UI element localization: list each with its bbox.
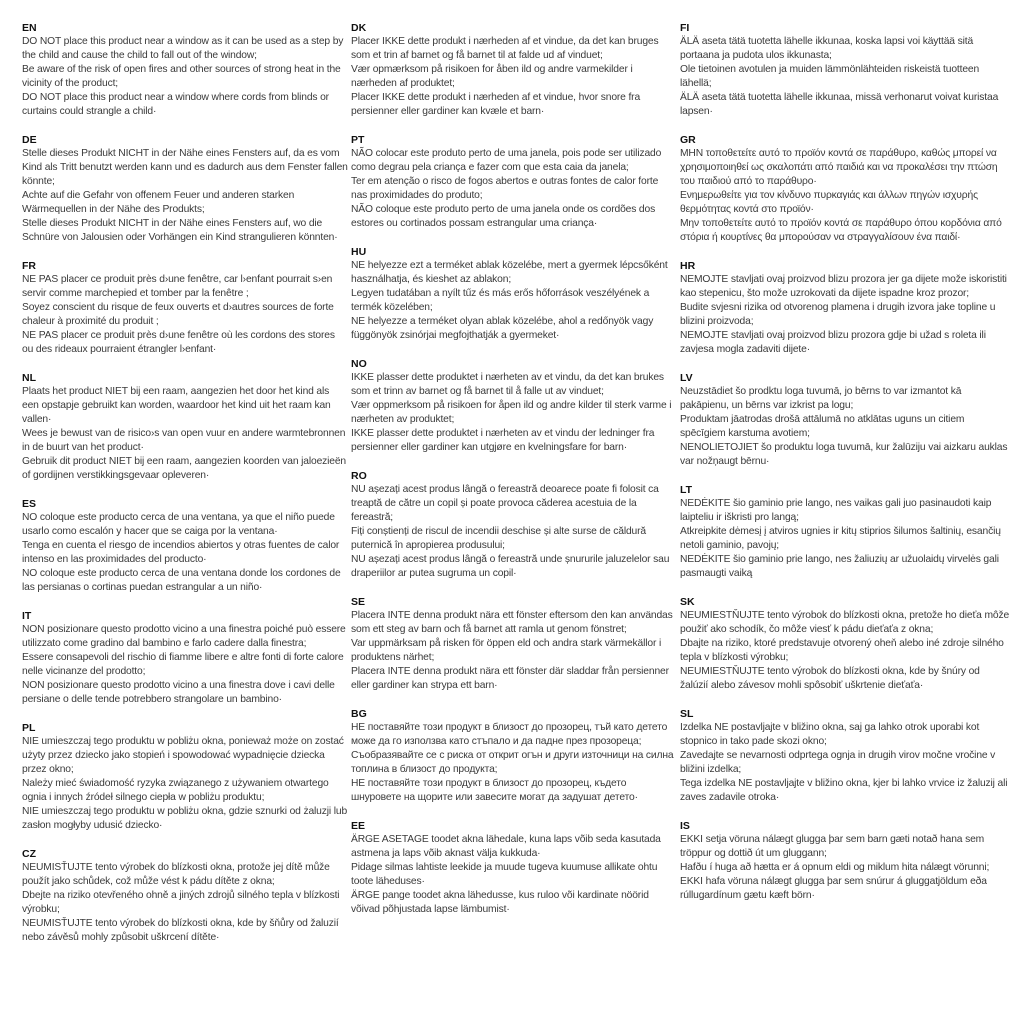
warning-section-pl xyxy=(22,721,348,833)
column-2 xyxy=(351,21,677,931)
warning-section-nl xyxy=(22,371,348,483)
warning-text: Budite svjesni rizika od otvorenog plamena i drugih izvora jake topline u blizini proizvoda; xyxy=(680,302,996,327)
warning-section-sl xyxy=(680,707,1010,805)
language-code: EN xyxy=(22,22,37,34)
warning-section-ee xyxy=(351,819,677,917)
warning-text: Dbajte na riziko, ktoré predstavuje otvorený oheň alebo iné zdroje silného tepla v blízkosti výrobku; xyxy=(680,638,1004,663)
warning-section-fr xyxy=(22,259,348,357)
warning-section-pt xyxy=(351,133,677,231)
language-code: NO xyxy=(351,358,367,370)
warning-text: Placera INTE denna produkt nära ett fönster eftersom den kan användas som ett steg av barn och få barnet att ramla ut genom fönstret; xyxy=(351,610,673,635)
column-1 xyxy=(22,21,348,959)
warning-text: NE PAS placer ce produit près d›une fenêtre, car l›enfant pourrait s›en servir comme marchepied et tomber par la fenêtre ; xyxy=(22,274,333,299)
warning-section-cz xyxy=(22,847,348,945)
warning-text: Zavedajte se nevarnosti odprtega ognja in drugih virov močne vročine v bližini izdelka; xyxy=(680,750,996,775)
warning-section-es xyxy=(22,497,348,595)
warning-text: Pidage silmas lahtiste leekide ja muude tugeva kuumuse allikate ohtu toote läheduses· xyxy=(351,862,658,887)
warning-text: Dbejte na riziko otevřeného ohně a jiných zdrojů silného tepla v blízkosti výrobku; xyxy=(22,890,340,915)
warning-section-fi xyxy=(680,21,1010,119)
warning-text: Vær opmærksom på risikoen for åben ild og andre varmekilder i nærheden af produktet; xyxy=(351,64,633,89)
warning-text: NENOLIETOJIET šo produktu loga tuvumā, kur žalūziju vai aizkaru auklas var nožņaugt bērnu· xyxy=(680,442,1008,467)
language-code: ES xyxy=(22,498,37,510)
warning-text: Be aware of the risk of open fires and other sources of strong heat in the vicinity of the product; xyxy=(22,64,341,89)
warning-section-it xyxy=(22,609,348,707)
warning-text: Achte auf die Gefahr von offenem Feuer und anderen starken Wärmequellen in der Nähe des Produkts; xyxy=(22,190,295,215)
language-code: LT xyxy=(680,484,693,496)
warning-section-hu xyxy=(351,245,677,343)
warning-section-is xyxy=(680,819,1010,903)
warning-text: NEDĖKITE šio gaminio prie lango, nes žaliuzių ar užuolaidų virvelės gali pasmaugti vaiką xyxy=(680,554,999,579)
warning-text: Soyez conscient du risque de feux ouverts et d›autres sources de forte chaleur à proximité du produit ; xyxy=(22,302,334,327)
warning-text: ÄRGE pange toodet akna lähedusse, kus ruloo või kardinate nöörid võivad põhjustada lapse lämbumist· xyxy=(351,890,649,915)
warning-text: EKKI hafa vöruna nálægt glugga þar sem snúrur á gluggatjöldum eða rúllugardínum gætu kæft börn· xyxy=(680,876,987,901)
language-code: SE xyxy=(351,596,366,608)
warning-section-en xyxy=(22,21,348,119)
warning-text: NIE umieszczaj tego produktu w pobliżu okna, gdzie sznurki od żaluzji lub zasłon mogłyby udusić dziecko· xyxy=(22,806,348,831)
warning-text: Съобразявайте се с риска от открит огън и други източници на силна топлина в близост до продукта; xyxy=(351,750,674,775)
warning-section-de xyxy=(22,133,348,245)
warning-text: NE helyezze a terméket olyan ablak közelébe, ahol a redőnyök vagy függönyök zsinórjai megfojthatják a gyermeket· xyxy=(351,316,654,341)
warning-text: NEDĖKITE šio gaminio prie lango, nes vaikas gali juo pasinaudoti kaip laipteliu ir iškristi pro langą; xyxy=(680,498,992,523)
warning-text: NIE umieszczaj tego produktu w pobliżu okna, ponieważ może on zostać użyty przez dziecko jako stopień i spowodować wypadnięcie dziecka przez okno; xyxy=(22,736,344,775)
warning-text: ÄLÄ aseta tätä tuotetta lähelle ikkunaa, missä verhonarut voivat kuristaa lapsen· xyxy=(680,92,999,117)
warning-text: NEUMISŤUJTE tento výrobek do blízkosti okna, protože jej dítě může použít jako schůdek, což může vést k pádu dítěte z okna; xyxy=(22,862,330,887)
warning-text: Gebruik dit product NIET bij een raam, aangezien koorden van jaloezieën of gordijnen verstikkingsgevaar opleveren· xyxy=(22,456,347,481)
language-code: CZ xyxy=(22,848,36,860)
language-code: IT xyxy=(22,610,32,622)
warning-text: Placer IKKE dette produkt i nærheden af et vindue, hvor snore fra persienner eller gardiner kan kvæle et barn· xyxy=(351,92,641,117)
language-code: FI xyxy=(680,22,690,34)
warning-text: Ter em atenção o risco de fogos abertos e outras fontes de calor forte nas proximidades do produto; xyxy=(351,176,659,201)
warning-text: ΜΗΝ τοποθετείτε αυτό το προϊόν κοντά σε παράθυρο, καθώς μπορεί να χρησιμοποιηθεί ως σκαλοπάτι από παιδιά και να προκαλέσει την πτώση του παιδιού από το παράθυρο· xyxy=(680,148,998,187)
warning-text: EKKI setja vöruna nálægt glugga þar sem barn gæti notað hana sem tröppur og dottið út um gluggann; xyxy=(680,834,985,859)
warning-text: DO NOT place this product near a window where cords from blinds or curtains could strangle a child· xyxy=(22,92,329,117)
warning-section-lt xyxy=(680,483,1010,581)
warning-section-no xyxy=(351,357,677,455)
warning-text: NON posizionare questo prodotto vicino a una finestra dove i cavi delle persiane o delle tende potrebbero strangolare un bambino· xyxy=(22,680,335,705)
warning-text: NU așezați acest produs lângă o fereastră unde șnururile jaluzelelor sau draperiilor ar putea sugruma un copil· xyxy=(351,554,670,579)
warning-text: Należy mieć świadomość ryzyka związanego z używaniem otwartego ognia i innych źródeł silnego ciepła w pobliżu produktu; xyxy=(22,778,329,803)
warning-text: Μην τοποθετείτε αυτό το προϊόν κοντά σε παράθυρο όπου κορδόνια από στόρια ή κουρτίνες θα μπορούσαν να στραγγαλίσουν ένα παιδί· xyxy=(680,218,1002,243)
warning-text: NEMOJTE stavljati ovaj proizvod blizu prozora jer ga dijete može iskoristiti kao stepenicu, što može uzrokovati da dijete ispadne kroz prozor; xyxy=(680,274,1007,299)
warning-section-ro xyxy=(351,469,677,581)
language-code: LV xyxy=(680,372,693,384)
warning-text: Placera INTE denna produkt nära ett fönster där sladdar från persienner eller gardiner kan strypa ett barn· xyxy=(351,666,669,691)
language-code: PL xyxy=(22,722,36,734)
language-code: IS xyxy=(680,820,690,832)
warning-text: Hafðu í huga að hætta er á opnum eldi og miklum hita nálægt vörunni; xyxy=(680,862,990,873)
warning-text: NE helyezze ezt a terméket ablak közelébe, mert a gyermek lépcsőként használhatja, és kieshet az ablakon; xyxy=(351,260,668,285)
language-code: EE xyxy=(351,820,366,832)
warning-text: Essere consapevoli del rischio di fiamme libere e altre fonti di forte calore nelle vicinanze del prodotto; xyxy=(22,652,344,677)
language-code: NL xyxy=(22,372,36,384)
warning-text: NE PAS placer ce produit près d›une fenêtre où les cordons des stores ou des rideaux pourraient étrangler l›enfant· xyxy=(22,330,335,355)
language-code: SL xyxy=(680,708,694,720)
warning-text: NO coloque este producto cerca de una ventana donde los cordones de las persianas o cortinas puedan estrangular a un niño· xyxy=(22,568,341,593)
warning-text: Fiți conștienți de riscul de incendii deschise și alte surse de căldură puternică în apropierea produsului; xyxy=(351,526,646,551)
language-code: BG xyxy=(351,708,367,720)
language-code: GR xyxy=(680,134,696,146)
warning-text: NÃO coloque este produto perto de uma janela onde os cordões dos estores ou cortinados possam estrangular uma criança· xyxy=(351,204,656,229)
warning-text: Ενημερωθείτε για τον κίνδυνο πυρκαγιάς και άλλων πηγών ισχυρής θερμότητας κοντά στο προϊόν· xyxy=(680,190,978,215)
warning-text: DO NOT place this product near a window as it can be used as a step by the child and cause the child to fall out of the window; xyxy=(22,36,344,61)
warning-text: Wees je bewust van de risico›s van open vuur en andere warmtebronnen in de buurt van het product· xyxy=(22,428,346,453)
warning-text: NEMOJTE stavljati ovaj proizvod blizu prozora gdje bi užad s roleta ili zavjesa mogla zadaviti dijete· xyxy=(680,330,986,355)
warning-text: NON posizionare questo prodotto vicino a una finestra poiché può essere utilizzato come gradino dal bambino e farlo cadere dalla finestra; xyxy=(22,624,346,649)
warning-section-sk xyxy=(680,595,1010,693)
warning-text: Tega izdelka NE postavljajte v bližino okna, kjer bi lahko vrvice iz žaluzij ali zaves zadavile otroka· xyxy=(680,778,1008,803)
warning-text: Stelle dieses Produkt NICHT in der Nähe eines Fensters auf, wo die Schnüre von Jalousien oder Vorhängen ein Kind strangulieren könnten· xyxy=(22,218,338,243)
language-code: DE xyxy=(22,134,37,146)
warning-text: Var uppmärksam på risken för öppen eld och andra stark värmekällor i produktens närhet; xyxy=(351,638,662,663)
language-code: DK xyxy=(351,22,367,34)
warning-text: Atkreipkite dėmesį į atviros ugnies ir kitų stiprios šilumos šaltinių, esančių netoli gaminio, pavojų; xyxy=(680,526,1001,551)
warning-section-lv xyxy=(680,371,1010,469)
warning-text: ÄLÄ aseta tätä tuotetta lähelle ikkunaa, koska lapsi voi käyttää sitä portaana ja pudota ulos ikkunasta; xyxy=(680,36,974,61)
warning-text: Vær oppmerksom på risikoen for åpen ild og andre kilder til sterk varme i nærheten av produktet; xyxy=(351,400,672,425)
warning-text: IKKE plasser dette produktet i nærheten av et vindu der ledninger fra persienner eller gardiner kan utgjøre en kvelningsfare for barn· xyxy=(351,428,655,453)
warning-text: НЕ поставяйте този продукт в близост до прозорец, където шнуровете на щорите или завесите могат да задушат детето· xyxy=(351,778,638,803)
warning-text: NO coloque este producto cerca de una ventana, ya que el niño puede usarlo como escalón y hacer que se caiga por la ventana· xyxy=(22,512,335,537)
warning-text: Stelle dieses Produkt NICHT in der Nähe eines Fensters auf, da es vom Kind als Tritt benutzt werden kann und es dadurch aus dem Fenster fallen könnte; xyxy=(22,148,348,187)
warning-text: ÄRGE ASETAGE toodet akna lähedale, kuna laps võib seda kasutada astmena ja laps võib aknast välja kukkuda· xyxy=(351,834,661,859)
warning-text: Plaats het product NIET bij een raam, aangezien het door het kind als een opstapje gebruikt kan worden, waardoor het kind uit het raam kan vallen· xyxy=(22,386,331,425)
column-3 xyxy=(680,21,1010,917)
warning-section-se xyxy=(351,595,677,693)
warning-text: Legyen tudatában a nyílt tűz és más erős hőforrások veszélyének a termék közelében; xyxy=(351,288,650,313)
language-code: SK xyxy=(680,596,695,608)
warning-text: IKKE plasser dette produktet i nærheten av et vindu, da det kan brukes som et trinn av barnet og få barnet til å falle ut av vinduet; xyxy=(351,372,664,397)
warning-text: NEUMIESTŇUJTE tento výrobok do blízkosti okna, pretože ho dieťa môže použiť ako schodík, čo môže viesť k pádu dieťaťa z okna; xyxy=(680,610,1010,635)
warning-text: Produktam jāatrodas drošā attālumā no atklātas uguns un citiem spēcīgiem karstuma avotiem; xyxy=(680,414,965,439)
warning-section-bg xyxy=(351,707,677,805)
language-code: HR xyxy=(680,260,696,272)
warning-text: Neuzstādiet šo prodktu loga tuvumā, jo bērns to var izmantot kā pakāpienu, un bērns var izkrist pa logu; xyxy=(680,386,962,411)
warning-section-hr xyxy=(680,259,1010,357)
warning-text: НЕ поставяйте този продукт в близост до прозорец, тъй като детето може да го използва като стъпало и да падне през прозореца; xyxy=(351,722,668,747)
language-code: RO xyxy=(351,470,367,482)
warning-section-gr xyxy=(680,133,1010,245)
warning-section-dk xyxy=(351,21,677,119)
warning-text: NEUMISŤUJTE tento výrobek do blízkosti okna, kde by šňůry od žaluzií nebo závěsů mohly způsobit uškrcení dítěte· xyxy=(22,918,339,943)
warning-text: Ole tietoinen avotulen ja muiden lämmönlähteiden riskeistä tuotteen lähellä; xyxy=(680,64,980,89)
language-code: PT xyxy=(351,134,365,146)
warning-text: NÃO colocar este produto perto de uma janela, pois pode ser utilizado como degrau pela criança e fazer com que esta caia da janela; xyxy=(351,148,662,173)
warning-text: Tenga en cuenta el riesgo de incendios abiertos y otras fuentes de calor intenso en las proximidades del producto· xyxy=(22,540,340,565)
warning-text: NU așezați acest produs lângă o fereastră deoarece poate fi folosit ca treaptă de către un copil și poate provoca căderea acestuia de la fereastră; xyxy=(351,484,659,523)
language-code: HU xyxy=(351,246,367,258)
warning-text: NEUMIESTŇUJTE tento výrobok do blízkosti okna, kde by šnúry od žalúzií alebo závesov mohli spôsobiť uškrtenie dieťaťa· xyxy=(680,666,980,691)
language-code: FR xyxy=(22,260,36,272)
warning-text: Placer IKKE dette produkt i nærheden af et vindue, da det kan bruges som et trin af barnet og få barnet til at falde ud af vinduet; xyxy=(351,36,659,61)
warning-text: Izdelka NE postavljajte v bližino okna, saj ga lahko otrok uporabi kot stopnico in tako pade skozi okno; xyxy=(680,722,980,747)
